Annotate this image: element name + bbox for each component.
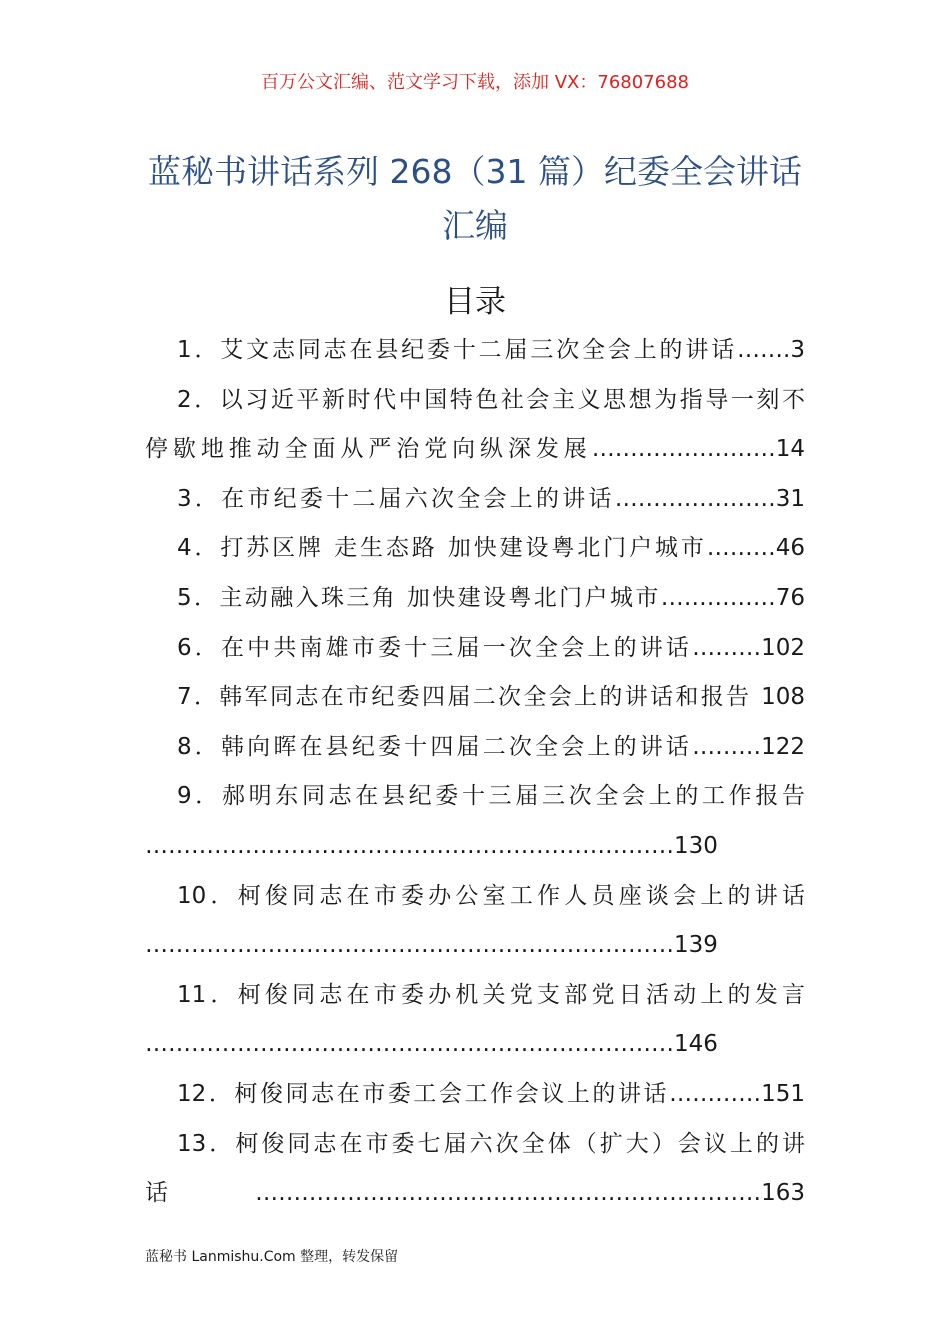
toc-entry-continuation[interactable]: ……………………………………………………………130 <box>145 832 718 859</box>
toc-entry-continuation[interactable]: 话…………………………………………………………163 <box>145 1180 805 1207</box>
toc-entry[interactable]: 10．柯俊同志在市委办公室工作人员座谈会上的讲话 <box>177 882 805 909</box>
toc-entry[interactable]: 5．主动融入珠三角 加快建设粤北门户城市……………76 <box>177 584 805 611</box>
toc-entry[interactable]: 8．韩向晖在县纪委十四届二次全会上的讲话………122 <box>177 733 805 760</box>
table-of-contents <box>145 326 805 1219</box>
toc-entry-continuation[interactable]: ……………………………………………………………139 <box>145 932 718 959</box>
toc-entry[interactable]: 13．柯俊同志在市委七届六次全体（扩大）会议上的讲 <box>177 1130 805 1157</box>
toc-entry[interactable]: 7．韩军同志在市纪委四届二次全会上的讲话和报告 108 <box>177 684 805 711</box>
toc-entry-continuation[interactable]: 停歇地推动全面从严治党向纵深发展……………………14 <box>145 436 805 463</box>
toc-entry[interactable]: 6．在中共南雄市委十三届一次全会上的讲话………102 <box>177 634 805 661</box>
document-title: 蓝秘书讲话系列 268（31 篇）纪委全会讲话汇编 <box>148 152 802 245</box>
toc-entry[interactable]: 12．柯俊同志在市委工会工作会议上的讲话…………151 <box>177 1080 805 1107</box>
toc-entry[interactable]: 2．以习近平新时代中国特色社会主义思想为指导一刻不 <box>177 386 805 413</box>
toc-heading: 目录 <box>444 284 506 320</box>
header-note: 百万公文汇编、范文学习下载，添加 VX：76807688 <box>261 72 689 93</box>
toc-entry[interactable]: 3．在市纪委十二届六次全会上的讲话…………………31 <box>177 485 805 512</box>
toc-entry[interactable]: 4．打苏区牌 走生态路 加快建设粤北门户城市………46 <box>177 535 805 562</box>
toc-entry-continuation[interactable]: ……………………………………………………………146 <box>145 1031 718 1058</box>
toc-entry[interactable]: 1．艾文志同志在县纪委十二届三次全会上的讲话…….3 <box>177 337 805 363</box>
toc-entry[interactable]: 11．柯俊同志在市委办机关党支部党日活动上的发言 <box>177 981 805 1008</box>
footer-note: 蓝秘书 Lanmishu.Com 整理，转发保留 <box>145 1249 399 1265</box>
toc-entry[interactable]: 9．郝明东同志在县纪委十三届三次全会上的工作报告 <box>177 783 805 810</box>
